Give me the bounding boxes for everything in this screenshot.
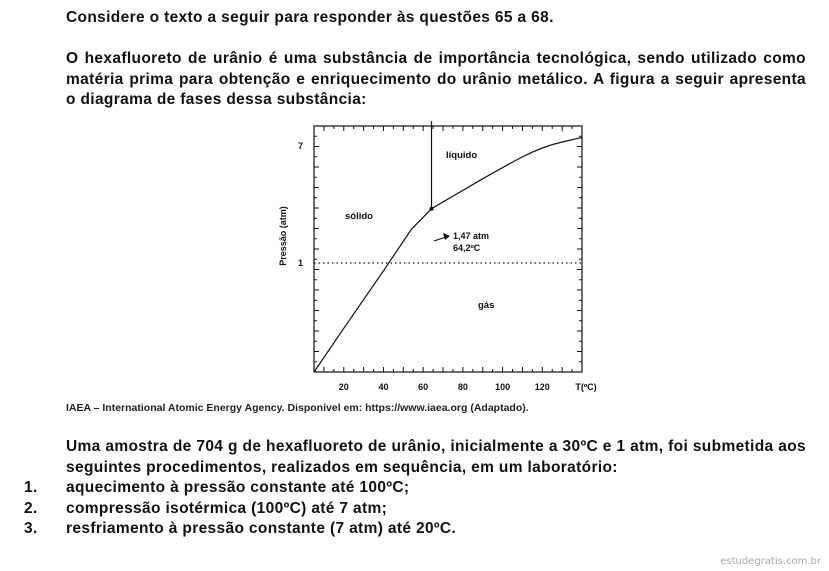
axis-ticks xyxy=(314,126,582,372)
watermark: estudegratis.com.br xyxy=(720,556,821,567)
y-tick-label-7: 7 xyxy=(297,141,303,151)
x-tick-label-80: 80 xyxy=(457,382,468,392)
x-axis-tick-labels xyxy=(339,382,550,392)
x-axis-label: T(ºC) xyxy=(575,382,597,392)
x-tick-label-100: 100 xyxy=(495,382,511,392)
list-item xyxy=(0,499,829,520)
region-label-solid: sólido xyxy=(345,211,373,222)
procedure-list xyxy=(0,478,829,540)
list-item xyxy=(0,519,829,540)
list-item-number: 1. xyxy=(24,479,38,496)
problem-text: Uma amostra de 704 g de hexafluoreto de urânio, inicialmente a 30ºC e 1 atm, foi submetida aos seguintes procedimentos, realizados em sequência, em um laboratório: xyxy=(66,438,806,476)
x-tick-label-60: 60 xyxy=(418,382,429,392)
plot-frame xyxy=(314,126,582,372)
list-item-text: compressão isotérmica (100ºC) até 7 atm; xyxy=(66,499,388,517)
x-tick-label-120: 120 xyxy=(534,382,550,392)
triple-point-temp-label: 64,2ºC xyxy=(453,243,481,253)
x-tick-label-40: 40 xyxy=(378,382,389,392)
intro-text: Considere o texto a seguir para responder às questões 65 a 68. xyxy=(66,9,554,26)
phase-diagram-chart xyxy=(270,118,600,403)
region-label-liquid: líquido xyxy=(446,150,478,161)
y-axis-label: Pressão (atm) xyxy=(278,206,288,266)
triple-point-pressure-label: 1,47 atm xyxy=(453,231,490,241)
triple-point-marker xyxy=(430,207,434,211)
list-item-text: resfriamento à pressão constante (7 atm) até 20ºC. xyxy=(66,520,457,537)
region-label-gas: gás xyxy=(478,300,495,311)
triple-point-arrow xyxy=(434,237,446,241)
source-citation: IAEA – International Atomic Energy Agency. Disponível em: https://www.iaea.org (Adaptado). xyxy=(66,402,529,414)
list-item-text: aquecimento à pressão constante até 100ºC; xyxy=(66,479,410,496)
list-item-number: 2. xyxy=(24,499,38,517)
vaporization-curve xyxy=(432,137,583,208)
x-tick-label-20: 20 xyxy=(338,382,349,392)
y-tick-label-1: 1 xyxy=(297,258,303,268)
description-text: O hexafluoreto de urânio é uma substância de importância tecnológica, sendo utilizado como matéria prima para obtenção e enriquecimento do urânio metálico. A figura a seguir apresenta o diagrama de fases dessa substância: xyxy=(66,50,806,108)
sublimation-curve xyxy=(314,209,432,372)
list-item-number: 3. xyxy=(24,520,38,537)
triple-point-arrowhead xyxy=(443,233,450,240)
list-item xyxy=(0,478,829,499)
